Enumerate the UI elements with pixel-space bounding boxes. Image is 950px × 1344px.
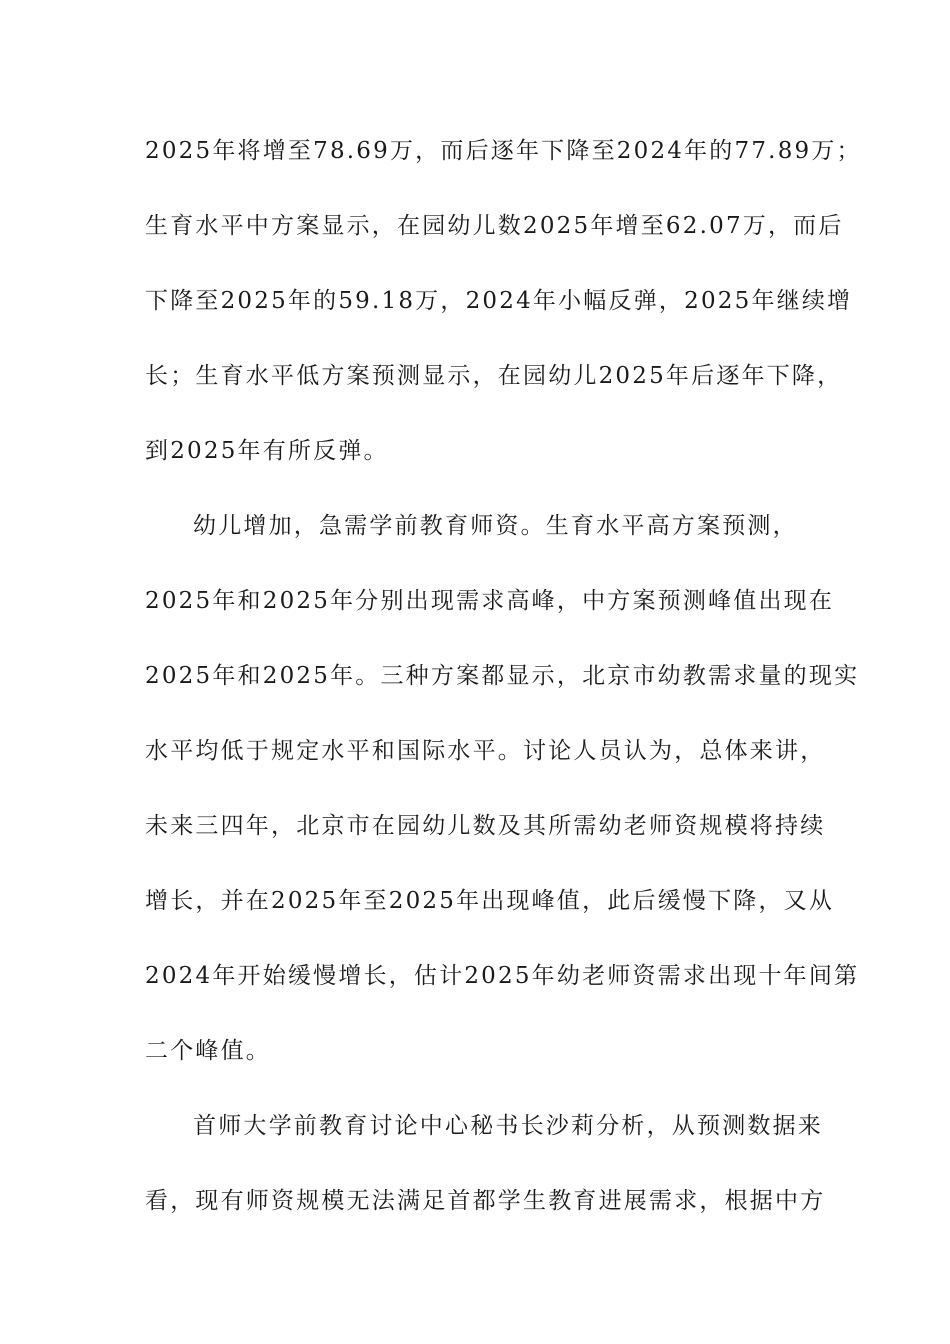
text-line: 2025年将增至78.69万，而后逐年下降至2024年的77.89万； bbox=[145, 138, 862, 164]
text-line: 2024年开始缓慢增长，估计2025年幼老师资需求出现十年间第 bbox=[145, 963, 860, 989]
text-line: 水平均低于规定水平和国际水平。讨论人员认为，总体来讲， bbox=[145, 738, 826, 764]
text-line: 二个峰值。 bbox=[145, 1038, 271, 1064]
text-line: 到2025年有所反弹。 bbox=[145, 438, 389, 464]
text-line: 生育水平中方案显示，在园幼儿数2025年增至62.07万，而后 bbox=[145, 213, 844, 239]
paragraph-first-line: 幼儿增加，急需学前教育师资。生育水平高方案预测， bbox=[193, 513, 798, 539]
paragraph-first-line: 首师大学前教育讨论中心秘书长沙莉分析，从预测数据来 bbox=[193, 1113, 823, 1139]
text-line: 2025年和2025年分别出现需求高峰，中方案预测峰值出现在 bbox=[145, 588, 835, 614]
text-line: 看，现有师资规模无法满足首都学生教育进展需求，根据中方 bbox=[145, 1188, 826, 1214]
text-line: 长；生育水平低方案预测显示，在园幼儿2025年后逐年下降， bbox=[145, 363, 843, 389]
text-line: 下降至2025年的59.18万，2024年小幅反弹，2025年继续增 bbox=[145, 288, 853, 314]
text-line: 2025年和2025年。三种方案都显示，北京市幼教需求量的现实 bbox=[145, 663, 860, 689]
text-line: 未来三四年，北京市在园幼儿数及其所需幼老师资规模将持续 bbox=[145, 813, 826, 839]
text-line: 增长，并在2025年至2025年出现峰值，此后缓慢下降，又从 bbox=[145, 888, 835, 914]
